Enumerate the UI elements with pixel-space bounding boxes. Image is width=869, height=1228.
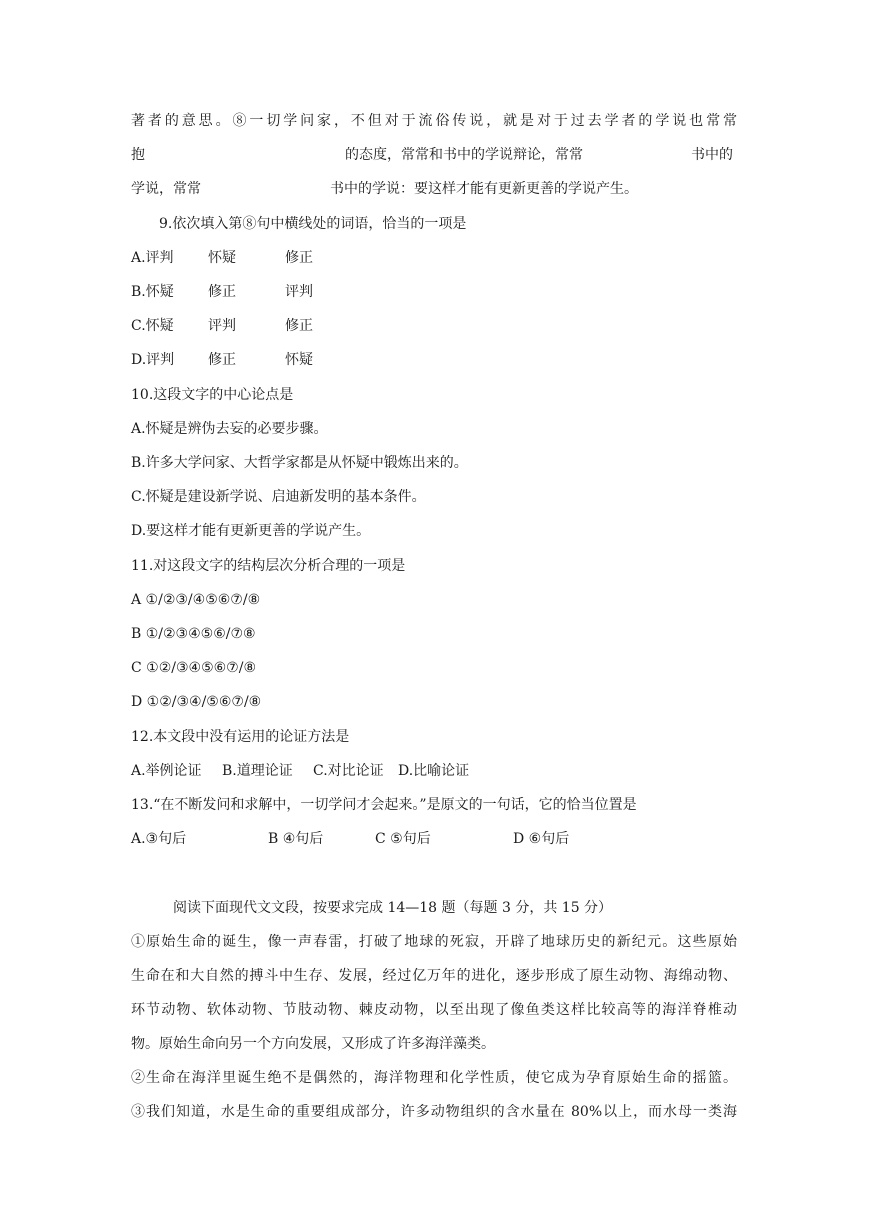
question-12-option-d: D.比喻论证: [398, 763, 470, 779]
question-11-option-c: C ①②/③④⑤⑥⑦/⑧: [131, 660, 257, 676]
option-word-3: 评判: [285, 284, 313, 300]
question-10-option-b: B.许多大学问家、大哲学家都是从怀疑中锻炼出来的。: [131, 455, 468, 471]
section-2-line-2: 生命在和大自然的搏斗中生存、发展，经过亿万年的进化，逐步形成了原生动物、海绵动物、: [131, 968, 737, 984]
option-label: C.怀疑: [131, 318, 174, 334]
passage-line-2-end: 书中的: [691, 147, 733, 163]
question-10-option-c: C.怀疑是建设新学说、启迪新发明的基本条件。: [131, 489, 426, 505]
section-2-line-1: ①原始生命的诞生，像一声春雷，打破了地球的死寂，开辟了地球历史的新纪元。这些原始: [131, 934, 737, 950]
option-label: B.怀疑: [131, 284, 174, 300]
passage-line-2-mid: 的态度，常常和书中的学说辩论，常常: [345, 147, 583, 163]
option-word-3: 怀疑: [285, 352, 313, 368]
section-2-line-5: ②生命在海洋里诞生绝不是偶然的，海洋物理和化学性质，使它成为孕育原始生命的摇篮。: [131, 1070, 737, 1086]
option-label: A.评判: [131, 250, 174, 266]
section-2-line-3: 环节动物、软体动物、节肢动物、棘皮动物，以至出现了像鱼类这样比较高等的海洋脊椎动: [131, 1002, 737, 1018]
question-11-stem: 11.对这段文字的结构层次分析合理的一项是: [131, 558, 406, 574]
option-label: D.评判: [131, 352, 175, 368]
question-13-option-c: C ⑤句后: [375, 831, 431, 847]
question-10-option-d: D.要这样才能有更新更善的学说产生。: [131, 523, 371, 539]
question-12-option-a: A.举例论证: [131, 763, 202, 779]
option-word-3: 修正: [285, 318, 313, 334]
question-10-stem: 10.这段文字的中心论点是: [131, 387, 294, 403]
question-12-option-c: C.对比论证: [313, 763, 384, 779]
question-12-option-b: B.道理论证: [222, 763, 293, 779]
option-word-2: 评判: [208, 318, 236, 334]
passage-line-2-start: 抱: [131, 147, 145, 163]
question-11-option-d: D ①②/③④/⑤⑥⑦/⑧: [131, 694, 262, 710]
question-9-stem: 9.依次填入第⑧句中横线处的词语，恰当的一项是: [159, 216, 467, 232]
option-word-2: 修正: [208, 284, 236, 300]
passage-line-1: 著者的意思。⑧一切学问家，不但对于流俗传说，就是对于过去学者的学说也常常: [131, 113, 737, 129]
section-2-line-6: ③我们知道，水是生命的重要组成部分，许多动物组织的含水量在 80%以上，而水母一类海: [131, 1104, 737, 1120]
question-11-option-b: B ①/②③④⑤⑥/⑦⑧: [131, 626, 256, 642]
section-2-line-4: 物。原始生命向另一个方向发展，又形成了许多海洋藻类。: [131, 1036, 495, 1052]
question-11-option-a: A ①/②③/④⑤⑥⑦/⑧: [131, 592, 261, 608]
question-13-stem: 13.“在不断发问和求解中，一切学问才会起来。”是原文的一句话，它的恰当位置是: [131, 797, 637, 813]
option-word-3: 修正: [285, 250, 313, 266]
passage-line-3-start: 学说，常常: [131, 181, 201, 197]
section-2-instruction: 阅读下面现代文文段，按要求完成 14—18 题（每题 3 分，共 15 分）: [173, 900, 613, 916]
question-12-stem: 12.本文段中没有运用的论证方法是: [131, 729, 350, 745]
question-13-option-b: B ④句后: [268, 831, 324, 847]
option-word-2: 修正: [208, 352, 236, 368]
question-10-option-a: A.怀疑是辨伪去妄的必要步骤。: [131, 421, 328, 437]
option-word-2: 怀疑: [208, 250, 236, 266]
passage-line-3-end: 书中的学说：要这样才能有更新更善的学说产生。: [330, 181, 638, 197]
question-13-option-a: A.③句后: [131, 831, 187, 847]
question-13-option-d: D ⑥句后: [513, 831, 570, 847]
